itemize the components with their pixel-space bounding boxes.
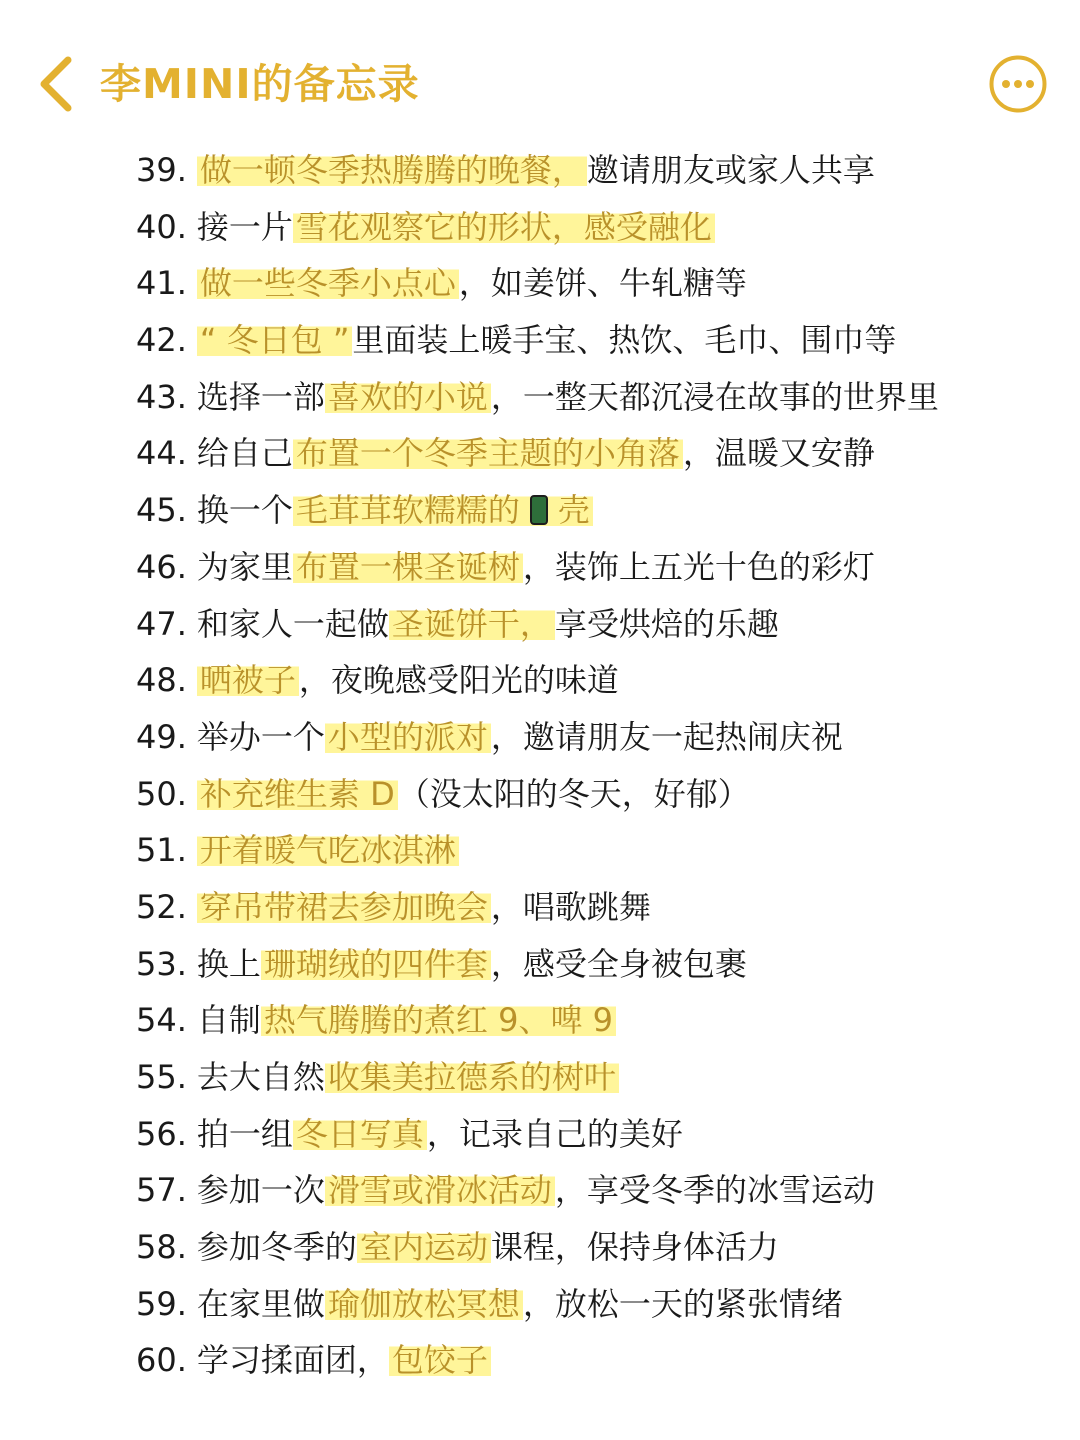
item-text: ，夜晚感受阳光的味道 (298, 661, 619, 700)
highlighted-text: “ 冬日包 ” (197, 321, 353, 359)
item-number: 49. (136, 717, 187, 756)
item-number: 48. (136, 661, 187, 700)
item-text: 参加一次 (196, 1171, 325, 1210)
item-text: 学习揉面团， (196, 1341, 389, 1380)
item-number: 44. (136, 434, 187, 473)
item-text: ，装饰上五光十色的彩灯 (522, 547, 875, 586)
item-text: ，放松一天的紧张情绪 (522, 1284, 843, 1323)
list-item (136, 1332, 1056, 1389)
item-text: ，一整天都沉浸在故事的世界里 (490, 377, 939, 416)
item-text: 去大自然 (196, 1058, 325, 1096)
item-number: 41. (136, 264, 187, 303)
item-text: ，邀请朋友一起热闹庆祝 (490, 717, 843, 756)
item-number: 60. (136, 1341, 187, 1380)
chevron-left-icon (36, 56, 80, 112)
item-number: 40. (136, 207, 187, 246)
list-item (136, 822, 1056, 879)
highlighted-text: 穿吊带裙去参加晚会 (197, 888, 491, 926)
list-item (136, 879, 1056, 936)
list-item (136, 1162, 1056, 1219)
item-text: 参加冬季的 (196, 1228, 357, 1267)
item-number: 43. (136, 377, 187, 416)
highlighted-text: 晒被子 (197, 661, 299, 699)
item-number: 46. (136, 547, 187, 586)
list-item (136, 709, 1056, 766)
item-text: 给自己 (196, 434, 293, 473)
back-button[interactable] (36, 56, 80, 112)
item-text: 课程，保持身体活力 (490, 1228, 779, 1267)
item-text: 举办一个 (196, 717, 325, 756)
list-item (136, 992, 1056, 1049)
mobile-phone-icon (530, 495, 548, 525)
list-item (136, 652, 1056, 709)
list-item (136, 312, 1056, 369)
highlighted-text: 圣诞饼干， (389, 605, 555, 643)
item-text: ，记录自己的美好 (426, 1114, 683, 1153)
list-item (136, 596, 1056, 653)
list-item (136, 142, 1056, 199)
item-number: 45. (136, 491, 187, 530)
item-text: 邀请朋友或家人共享 (586, 151, 875, 189)
highlighted-text: 收集美拉德系的树叶 (325, 1058, 619, 1096)
list-item (136, 1106, 1056, 1163)
highlighted-text: 珊瑚绒的四件套 (261, 945, 491, 983)
highlighted-text: 布置一棵圣诞树 (293, 548, 523, 586)
highlighted-text: 开着暖气吃冰淇淋 (197, 831, 459, 869)
highlighted-text: 补充维生素 D (197, 775, 398, 813)
item-text: 里面装上暖手宝、热饮、毛巾、围巾等 (352, 321, 897, 360)
item-text: 享受烘焙的乐趣 (554, 604, 779, 643)
highlighted-text: 热气腾腾的煮红 9、啤 9 (261, 1001, 616, 1039)
item-text: ，如姜饼、牛轧糖等 (458, 264, 747, 303)
highlighted-text: 毛茸茸软糯糯的 (293, 491, 523, 529)
list-item (136, 1049, 1056, 1106)
list-item (136, 369, 1056, 426)
item-text: （没太阳的冬天，好郁） (397, 774, 750, 813)
highlighted-text: 做一顿冬季热腾腾的晚餐， (197, 151, 587, 189)
list-item (136, 255, 1056, 312)
item-number: 42. (136, 321, 187, 360)
item-text: 换一个 (196, 491, 293, 530)
item-text: 拍一组 (196, 1114, 293, 1153)
highlighted-text: 做一些冬季小点心 (197, 264, 459, 302)
item-text: 换上 (196, 944, 261, 983)
item-number: 52. (136, 887, 187, 926)
item-text: 接一片 (196, 207, 293, 246)
item-number: 54. (136, 1001, 187, 1040)
more-horizontal-icon (988, 54, 1048, 114)
item-number: 47. (136, 604, 187, 643)
highlighted-text: 布置一个冬季主题的小角落 (293, 434, 683, 472)
highlighted-text: 壳 (555, 491, 593, 529)
item-number: 51. (136, 831, 187, 870)
item-text: 选择一部 (196, 377, 325, 416)
item-number: 57. (136, 1171, 187, 1210)
list-item (136, 766, 1056, 823)
nav-bar (0, 0, 1080, 150)
item-text: ，感受全身被包裹 (490, 944, 747, 983)
highlighted-text: 瑜伽放松冥想 (325, 1285, 523, 1323)
list-item (136, 199, 1056, 256)
list-item (136, 1276, 1056, 1333)
item-number: 50. (136, 774, 187, 813)
list-item (136, 482, 1056, 539)
highlighted-text: 雪花观察它的形状，感受融化 (293, 208, 715, 246)
memo-list (136, 142, 1056, 1389)
item-number: 53. (136, 944, 187, 983)
list-item (136, 539, 1056, 596)
item-number: 39. (136, 151, 187, 189)
item-number: 55. (136, 1058, 187, 1096)
item-text: 在家里做 (196, 1284, 325, 1323)
list-item (136, 425, 1056, 482)
list-item (136, 936, 1056, 993)
item-text: ，温暖又安静 (682, 434, 875, 473)
list-item (136, 1219, 1056, 1276)
item-number: 56. (136, 1114, 187, 1153)
more-button[interactable] (988, 54, 1048, 114)
item-text: 为家里 (196, 547, 293, 586)
page-title: 李MINI的备忘录 (100, 60, 420, 108)
item-text: 自制 (196, 1001, 261, 1040)
item-text: 和家人一起做 (196, 604, 389, 643)
item-text: ，唱歌跳舞 (490, 887, 651, 926)
item-text: ，享受冬季的冰雪运动 (554, 1171, 875, 1210)
item-number: 58. (136, 1228, 187, 1267)
highlighted-text: 滑雪或滑冰活动 (325, 1171, 555, 1209)
highlighted-text: 小型的派对 (325, 718, 491, 756)
highlighted-text: 喜欢的小说 (325, 378, 491, 416)
item-number: 59. (136, 1284, 187, 1323)
highlighted-text (523, 491, 555, 529)
highlighted-text: 室内运动 (357, 1228, 491, 1266)
highlighted-text: 包饺子 (389, 1341, 491, 1379)
highlighted-text: 冬日写真 (293, 1115, 427, 1153)
